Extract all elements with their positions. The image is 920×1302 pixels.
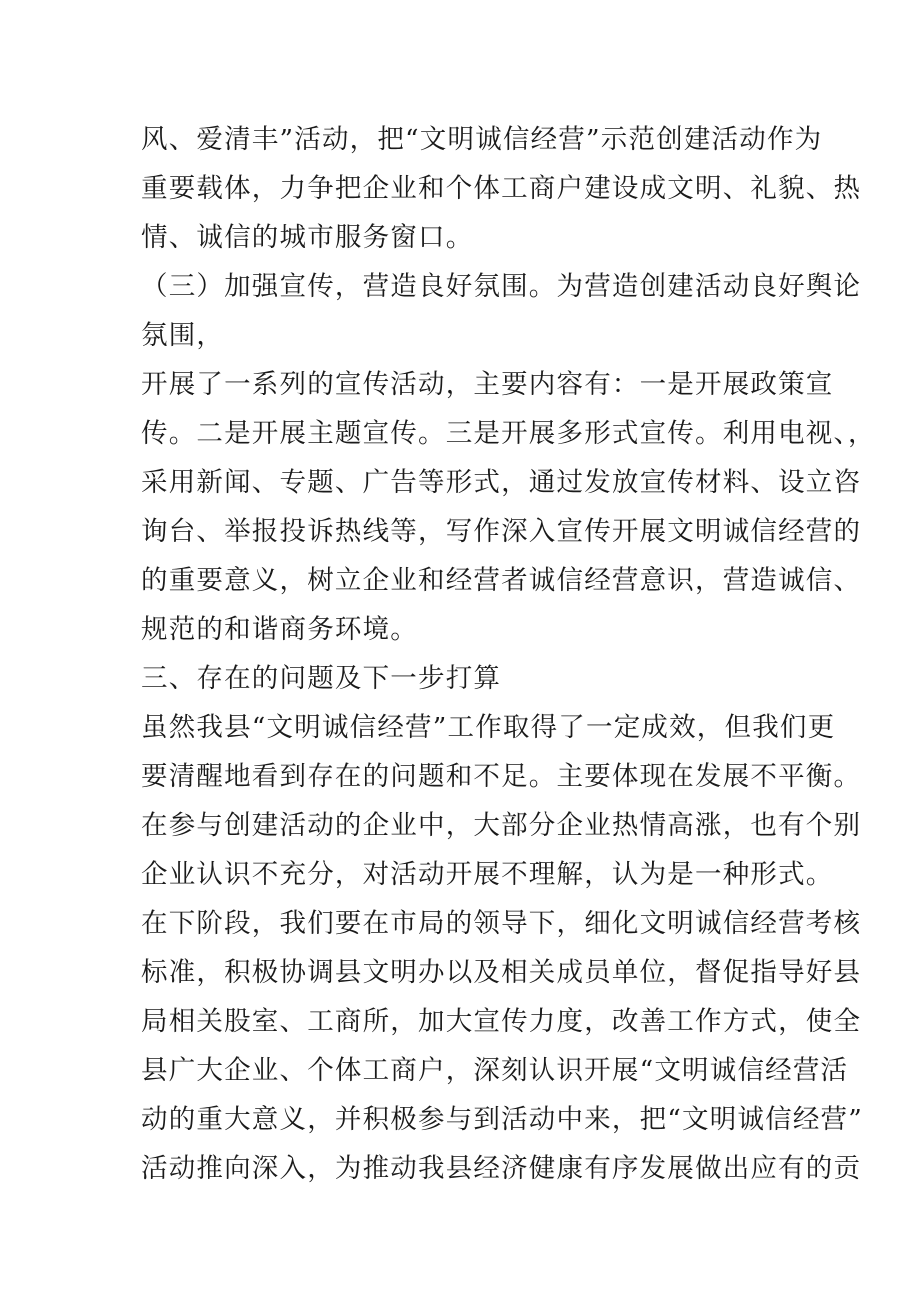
text-line: 要清醒地看到存在的问题和不足。主要体现在发展不平衡。	[141, 761, 862, 792]
text-line: 企业认识不充分，对活动开展不理解，认为是一种形式。	[141, 859, 834, 890]
text-line: 传。二是开展主题宣传。三是开展多形式宣传。利用电视、，	[141, 418, 876, 449]
text-line: 在下阶段，我们要在市局的领导下，细化文明诚信经营考核	[141, 908, 862, 939]
text-line: 采用新闻、专题、广告等形式，通过发放宣传材料、设立咨	[141, 467, 862, 498]
text-line: 标准，积极协调县文明办以及相关成员单位，督促指导好县	[141, 957, 862, 988]
text-line: 活动推向深入，为推动我县经济健康有序发展做出应有的贡	[141, 1153, 862, 1184]
text-line: 风、爱清丰”活动，把“文明诚信经营”示范创建活动作为	[141, 124, 823, 155]
text-line: 在参与创建活动的企业中，大部分企业热情高涨，也有个别	[141, 810, 862, 841]
text-line: 氛围，	[141, 320, 225, 351]
text-line: 询台、举报投诉热线等，写作深入宣传开展文明诚信经营的	[141, 516, 862, 547]
text-line: 情、诚信的城市服务窗口。	[141, 222, 474, 253]
text-line: 重要载体，力争把企业和个体工商户建设成文明、礼貌、热	[141, 173, 862, 204]
text-line: 的重要意义，树立企业和经营者诚信经营意识，营造诚信、	[141, 565, 862, 596]
text-line: 开展了一系列的宣传活动，主要内容有：一是开展政策宣	[141, 369, 834, 400]
text-line: 局相关股室、工商所，加大宣传力度，改善工作方式，使全	[141, 1006, 862, 1037]
section-heading: （三）加强宣传，营造良好氛围。为营造创建活动良好舆论	[141, 271, 862, 302]
text-line: 县广大企业、个体工商户，深刻认识开展“文明诚信经营活	[141, 1055, 849, 1086]
document-body	[141, 115, 876, 1193]
section-heading: 三、存在的问题及下一步打算	[141, 663, 502, 694]
text-line: 虽然我县“文明诚信经营”工作取得了一定成效，但我们更	[141, 712, 836, 743]
text-line: 动的重大意义，并积极参与到活动中来，把“文明诚信经营”	[141, 1104, 863, 1135]
text-line: 规范的和谐商务环境。	[141, 614, 418, 645]
